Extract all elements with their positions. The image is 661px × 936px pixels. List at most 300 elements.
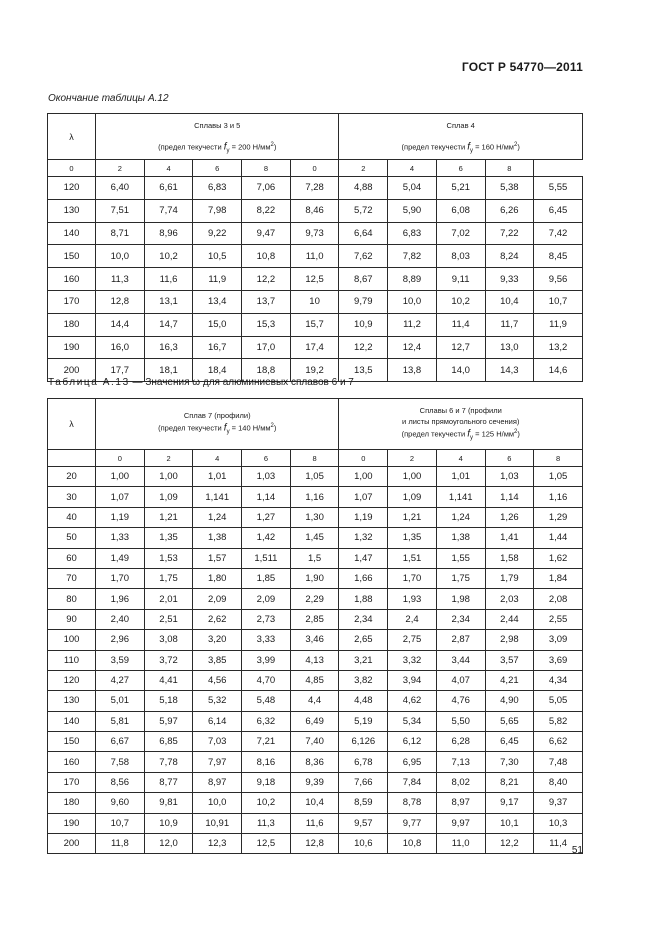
value-cell: 5,81 <box>96 711 145 731</box>
value-cell: 8,77 <box>144 772 193 792</box>
value-cell: 11,9 <box>534 313 583 336</box>
value-cell: 1,00 <box>144 467 193 487</box>
table-row <box>48 507 583 527</box>
value-cell: 4,4 <box>290 691 339 711</box>
value-cell: 1,88 <box>339 589 388 609</box>
value-cell: 3,82 <box>339 670 388 690</box>
value-cell: 4,07 <box>436 670 485 690</box>
group2-yield: (предел текучести $f_y = 160$ $Н/мм^2$) <box>339 137 582 160</box>
table-row <box>48 268 583 291</box>
value-cell: 2,98 <box>485 630 534 650</box>
value-cell: 2,29 <box>290 589 339 609</box>
value-cell: 10,7 <box>96 813 145 833</box>
value-cell: 7,74 <box>144 199 193 222</box>
value-cell: 8,02 <box>436 772 485 792</box>
value-cell: 1,49 <box>96 548 145 568</box>
value-cell: 7,22 <box>485 222 534 245</box>
value-cell: 2,09 <box>242 589 291 609</box>
value-cell: 1,05 <box>290 467 339 487</box>
value-cell: 6,78 <box>339 752 388 772</box>
value-cell: 12,7 <box>436 336 485 359</box>
value-cell: 12,8 <box>290 834 339 854</box>
value-cell: 1,00 <box>96 467 145 487</box>
value-cell: 14,0 <box>436 359 485 382</box>
value-cell: 1,80 <box>193 568 242 588</box>
value-cell: 8,45 <box>534 245 583 268</box>
value-cell: 1,21 <box>388 507 437 527</box>
table-row <box>48 589 583 609</box>
value-cell: 11,0 <box>290 245 339 268</box>
value-cell: 3,21 <box>339 650 388 670</box>
page-number: 51 <box>571 845 583 856</box>
value-cell: 8,40 <box>534 772 583 792</box>
lambda-cell: 180 <box>48 313 96 336</box>
value-cell: 16,7 <box>193 336 242 359</box>
value-cell: 8,71 <box>96 222 145 245</box>
group2-header: Сплавы 6 и 7 (профили и листы прямоугольного сечения) (предел текучести $f_y = 125$ $Н/мм^2$) <box>339 399 582 450</box>
value-cell: 2,62 <box>193 609 242 629</box>
value-cell: 9,11 <box>436 268 485 291</box>
value-cell: 6,26 <box>485 199 534 222</box>
lambda-cell: 70 <box>48 568 96 588</box>
value-cell: 7,98 <box>193 199 242 222</box>
value-cell: 1,05 <box>534 467 583 487</box>
table-row <box>48 568 583 588</box>
value-cell: 9,81 <box>144 793 193 813</box>
value-cell: 1,47 <box>339 548 388 568</box>
value-cell: 12,5 <box>290 268 339 291</box>
value-cell: 11,6 <box>290 813 339 833</box>
value-cell: 14,7 <box>144 313 193 336</box>
value-cell: 1,16 <box>290 487 339 507</box>
lambda-cell: 80 <box>48 589 96 609</box>
value-cell: 7,02 <box>436 222 485 245</box>
value-cell: 7,51 <box>96 199 145 222</box>
table-row <box>48 467 583 487</box>
value-cell: 2,01 <box>144 589 193 609</box>
group1-title: Сплавы 3 и 5 <box>96 114 339 138</box>
table-row <box>48 528 583 548</box>
subcolumn-header: 6 <box>485 450 534 467</box>
value-cell: 13,8 <box>388 359 437 382</box>
value-cell: 10,0 <box>388 290 437 313</box>
value-cell: 6,95 <box>388 752 437 772</box>
value-cell: 12,3 <box>193 834 242 854</box>
subcolumn-header: 4 <box>193 450 242 467</box>
subcolumn-header: 6 <box>193 160 242 177</box>
value-cell: 5,90 <box>388 199 437 222</box>
subcolumn-header: 0 <box>96 450 145 467</box>
value-cell: 1,66 <box>339 568 388 588</box>
value-cell: 1,98 <box>436 589 485 609</box>
value-cell: 4,41 <box>144 670 193 690</box>
value-cell: 2,55 <box>534 609 583 629</box>
subcolumn-header: 4 <box>144 160 193 177</box>
value-cell: 10,9 <box>144 813 193 833</box>
value-cell: 4,56 <box>193 670 242 690</box>
lambda-cell: 110 <box>48 650 96 670</box>
value-cell: 2,03 <box>485 589 534 609</box>
value-cell: 8,67 <box>339 268 388 291</box>
value-cell: 10,91 <box>193 813 242 833</box>
value-cell: 5,34 <box>388 711 437 731</box>
value-cell: 9,77 <box>388 813 437 833</box>
value-cell: 6,67 <box>96 732 145 752</box>
value-cell: 12,0 <box>144 834 193 854</box>
value-cell: 2,08 <box>534 589 583 609</box>
value-cell: 1,70 <box>388 568 437 588</box>
value-cell: 1,33 <box>96 528 145 548</box>
value-cell: 1,38 <box>193 528 242 548</box>
value-cell: 1,07 <box>339 487 388 507</box>
value-cell: 7,97 <box>193 752 242 772</box>
value-cell: 1,30 <box>290 507 339 527</box>
value-cell: 5,72 <box>339 199 388 222</box>
value-cell: 9,18 <box>242 772 291 792</box>
value-cell: 1,14 <box>242 487 291 507</box>
table-row <box>48 199 583 222</box>
value-cell: 3,20 <box>193 630 242 650</box>
value-cell: 12,2 <box>339 336 388 359</box>
value-cell: 7,58 <box>96 752 145 772</box>
value-cell: 6,49 <box>290 711 339 731</box>
value-cell: 2,34 <box>339 609 388 629</box>
lambda-cell: 130 <box>48 199 96 222</box>
value-cell: 2,34 <box>436 609 485 629</box>
table-row <box>48 245 583 268</box>
table-row <box>48 630 583 650</box>
value-cell: 1,55 <box>436 548 485 568</box>
value-cell: 10,2 <box>144 245 193 268</box>
subcolumn-header: 2 <box>388 450 437 467</box>
value-cell: 2,51 <box>144 609 193 629</box>
value-cell: 1,42 <box>242 528 291 548</box>
value-cell: 10 <box>290 290 339 313</box>
value-cell: 8,97 <box>436 793 485 813</box>
lambda-header: λ <box>48 114 96 160</box>
value-cell: 1,44 <box>534 528 583 548</box>
value-cell: 8,36 <box>290 752 339 772</box>
value-cell: 5,01 <box>96 691 145 711</box>
subcolumn-header: 8 <box>485 160 534 177</box>
value-cell: 8,24 <box>485 245 534 268</box>
lambda-cell: 160 <box>48 268 96 291</box>
value-cell: 17,7 <box>96 359 145 382</box>
value-cell: 5,65 <box>485 711 534 731</box>
value-cell: 11,3 <box>96 268 145 291</box>
subcolumn-header: 4 <box>388 160 437 177</box>
value-cell: 8,22 <box>242 199 291 222</box>
value-cell: 5,18 <box>144 691 193 711</box>
value-cell: 19,2 <box>290 359 339 382</box>
value-cell: 7,78 <box>144 752 193 772</box>
lambda-cell: 60 <box>48 548 96 568</box>
value-cell: 8,03 <box>436 245 485 268</box>
value-cell: 6,45 <box>485 732 534 752</box>
value-cell: 10,8 <box>242 245 291 268</box>
value-cell: 1,75 <box>144 568 193 588</box>
value-cell: 18,1 <box>144 359 193 382</box>
lambda-cell: 120 <box>48 177 96 200</box>
value-cell: 1,09 <box>388 487 437 507</box>
value-cell: 4,34 <box>534 670 583 690</box>
value-cell: 1,26 <box>485 507 534 527</box>
table-row <box>48 487 583 507</box>
value-cell: 8,78 <box>388 793 437 813</box>
lambda-cell: 170 <box>48 772 96 792</box>
table-row <box>48 813 583 833</box>
value-cell: 16,0 <box>96 336 145 359</box>
value-cell: 1,03 <box>485 467 534 487</box>
value-cell: 5,05 <box>534 691 583 711</box>
value-cell: 9,39 <box>290 772 339 792</box>
value-cell: 5,04 <box>388 177 437 200</box>
value-cell: 1,09 <box>144 487 193 507</box>
value-cell: 4,62 <box>388 691 437 711</box>
value-cell: 10,0 <box>193 793 242 813</box>
value-cell: 4,27 <box>96 670 145 690</box>
value-cell: 6,61 <box>144 177 193 200</box>
value-cell: 7,30 <box>485 752 534 772</box>
value-cell: 8,16 <box>242 752 291 772</box>
value-cell: 1,51 <box>388 548 437 568</box>
value-cell: 1,24 <box>436 507 485 527</box>
value-cell: 2,40 <box>96 609 145 629</box>
value-cell: 7,03 <box>193 732 242 752</box>
value-cell: 1,32 <box>339 528 388 548</box>
value-cell: 1,70 <box>96 568 145 588</box>
group1-header: Сплав 7 (профили) (предел текучести $f_y = 140$ $Н/мм^2$) <box>96 399 339 450</box>
value-cell: 14,4 <box>96 313 145 336</box>
table-row <box>48 834 583 854</box>
value-cell: 9,73 <box>290 222 339 245</box>
value-cell: 3,59 <box>96 650 145 670</box>
value-cell: 6,40 <box>96 177 145 200</box>
value-cell: 3,09 <box>534 630 583 650</box>
value-cell: 10,9 <box>339 313 388 336</box>
value-cell: 5,82 <box>534 711 583 731</box>
table-row <box>48 336 583 359</box>
lambda-cell: 100 <box>48 630 96 650</box>
table-row <box>48 793 583 813</box>
lambda-cell: 170 <box>48 290 96 313</box>
lambda-cell: 130 <box>48 691 96 711</box>
value-cell: 2,44 <box>485 609 534 629</box>
value-cell: 5,97 <box>144 711 193 731</box>
value-cell: 1,29 <box>534 507 583 527</box>
value-cell: 2,65 <box>339 630 388 650</box>
subcolumn-header-row <box>48 160 583 177</box>
value-cell: 13,2 <box>534 336 583 359</box>
subcolumn-header: 0 <box>339 450 388 467</box>
value-cell: 10,3 <box>534 813 583 833</box>
value-cell: 9,79 <box>339 290 388 313</box>
value-cell: 9,17 <box>485 793 534 813</box>
value-cell: 3,33 <box>242 630 291 650</box>
value-cell: 5,21 <box>436 177 485 200</box>
value-cell: 8,89 <box>388 268 437 291</box>
value-cell: 10,0 <box>96 245 145 268</box>
value-cell: 10,2 <box>242 793 291 813</box>
value-cell: 3,08 <box>144 630 193 650</box>
value-cell: 3,44 <box>436 650 485 670</box>
value-cell: 1,511 <box>242 548 291 568</box>
subcolumn-header-blank <box>48 450 96 467</box>
value-cell: 1,93 <box>388 589 437 609</box>
value-cell: 4,88 <box>339 177 388 200</box>
value-cell: 1,84 <box>534 568 583 588</box>
table-row <box>48 691 583 711</box>
value-cell: 13,4 <box>193 290 242 313</box>
subcolumn-header: 8 <box>534 450 583 467</box>
lambda-cell: 200 <box>48 834 96 854</box>
value-cell: 9,22 <box>193 222 242 245</box>
value-cell: 1,21 <box>144 507 193 527</box>
value-cell: 7,66 <box>339 772 388 792</box>
lambda-cell: 190 <box>48 813 96 833</box>
subcolumn-header: 2 <box>144 450 193 467</box>
value-cell: 11,9 <box>193 268 242 291</box>
table2-caption: Таблица А.13 — Значения ω для алюминиевых сплавов 6 и 7 <box>48 377 354 388</box>
table-row <box>48 650 583 670</box>
value-cell: 2,09 <box>193 589 242 609</box>
table-row <box>48 670 583 690</box>
lambda-cell: 90 <box>48 609 96 629</box>
value-cell: 1,16 <box>534 487 583 507</box>
value-cell: 6,08 <box>436 199 485 222</box>
value-cell: 10,7 <box>534 290 583 313</box>
value-cell: 2,96 <box>96 630 145 650</box>
subcolumn-header: 2 <box>96 160 145 177</box>
value-cell: 4,48 <box>339 691 388 711</box>
value-cell: 1,62 <box>534 548 583 568</box>
value-cell: 1,85 <box>242 568 291 588</box>
value-cell: 1,58 <box>485 548 534 568</box>
lambda-cell: 150 <box>48 245 96 268</box>
value-cell: 7,21 <box>242 732 291 752</box>
value-cell: 7,42 <box>534 222 583 245</box>
subcolumn-header: 6 <box>242 450 291 467</box>
value-cell: 5,32 <box>193 691 242 711</box>
value-cell: 4,90 <box>485 691 534 711</box>
value-cell: 2,85 <box>290 609 339 629</box>
value-cell: 1,01 <box>193 467 242 487</box>
value-cell: 7,48 <box>534 752 583 772</box>
lambda-header: λ <box>48 399 96 450</box>
value-cell: 1,19 <box>339 507 388 527</box>
value-cell: 14,6 <box>534 359 583 382</box>
lambda-cell: 160 <box>48 752 96 772</box>
value-cell: 4,70 <box>242 670 291 690</box>
subcolumn-header: 2 <box>339 160 388 177</box>
value-cell: 4,13 <box>290 650 339 670</box>
value-cell: 2,75 <box>388 630 437 650</box>
table-row <box>48 177 583 200</box>
value-cell: 14,3 <box>485 359 534 382</box>
table1-caption: Окончание таблицы А.12 <box>48 93 169 104</box>
value-cell: 3,32 <box>388 650 437 670</box>
value-cell: 5,50 <box>436 711 485 731</box>
value-cell: 9,57 <box>339 813 388 833</box>
value-cell: 10,4 <box>290 793 339 813</box>
value-cell: 6,62 <box>534 732 583 752</box>
group2-title: Сплав 4 <box>339 114 582 138</box>
value-cell: 11,6 <box>144 268 193 291</box>
value-cell: 17,4 <box>290 336 339 359</box>
subcolumn-header: 0 <box>48 160 96 177</box>
table-row <box>48 752 583 772</box>
value-cell: 1,79 <box>485 568 534 588</box>
table-row <box>48 711 583 731</box>
value-cell: 1,57 <box>193 548 242 568</box>
value-cell: 11,4 <box>534 834 583 854</box>
value-cell: 12,2 <box>242 268 291 291</box>
value-cell: 10,4 <box>485 290 534 313</box>
value-cell: 1,41 <box>485 528 534 548</box>
subcolumn-header: 8 <box>290 450 339 467</box>
value-cell: 8,46 <box>290 199 339 222</box>
value-cell: 1,53 <box>144 548 193 568</box>
value-cell: 15,7 <box>290 313 339 336</box>
value-cell: 6,12 <box>388 732 437 752</box>
value-cell: 12,5 <box>242 834 291 854</box>
value-cell: 12,2 <box>485 834 534 854</box>
table-row <box>48 609 583 629</box>
value-cell: 10,5 <box>193 245 242 268</box>
value-cell: 1,5 <box>290 548 339 568</box>
value-cell: 10,2 <box>436 290 485 313</box>
value-cell: 15,3 <box>242 313 291 336</box>
value-cell: 13,5 <box>339 359 388 382</box>
value-cell: 1,45 <box>290 528 339 548</box>
value-cell: 8,96 <box>144 222 193 245</box>
value-cell: 1,38 <box>436 528 485 548</box>
value-cell: 2,73 <box>242 609 291 629</box>
value-cell: 13,1 <box>144 290 193 313</box>
value-cell: 1,35 <box>144 528 193 548</box>
table-row <box>48 548 583 568</box>
table-a12-end <box>47 113 583 382</box>
lambda-cell: 40 <box>48 507 96 527</box>
value-cell: 13,7 <box>242 290 291 313</box>
value-cell: 1,00 <box>339 467 388 487</box>
value-cell: 7,82 <box>388 245 437 268</box>
value-cell: 9,33 <box>485 268 534 291</box>
lambda-cell: 120 <box>48 670 96 690</box>
value-cell: 6,126 <box>339 732 388 752</box>
value-cell: 3,85 <box>193 650 242 670</box>
value-cell: 2,4 <box>388 609 437 629</box>
table-row <box>48 772 583 792</box>
value-cell: 7,62 <box>339 245 388 268</box>
value-cell: 12,4 <box>388 336 437 359</box>
value-cell: 1,35 <box>388 528 437 548</box>
table-row <box>48 313 583 336</box>
table-row <box>48 222 583 245</box>
value-cell: 1,75 <box>436 568 485 588</box>
value-cell: 18,8 <box>242 359 291 382</box>
value-cell: 11,2 <box>388 313 437 336</box>
subcolumn-header: 6 <box>436 160 485 177</box>
value-cell: 3,46 <box>290 630 339 650</box>
value-cell: 1,03 <box>242 467 291 487</box>
value-cell: 3,69 <box>534 650 583 670</box>
lambda-cell: 180 <box>48 793 96 813</box>
value-cell: 1,00 <box>388 467 437 487</box>
value-cell: 8,56 <box>96 772 145 792</box>
lambda-cell: 140 <box>48 222 96 245</box>
value-cell: 18,4 <box>193 359 242 382</box>
